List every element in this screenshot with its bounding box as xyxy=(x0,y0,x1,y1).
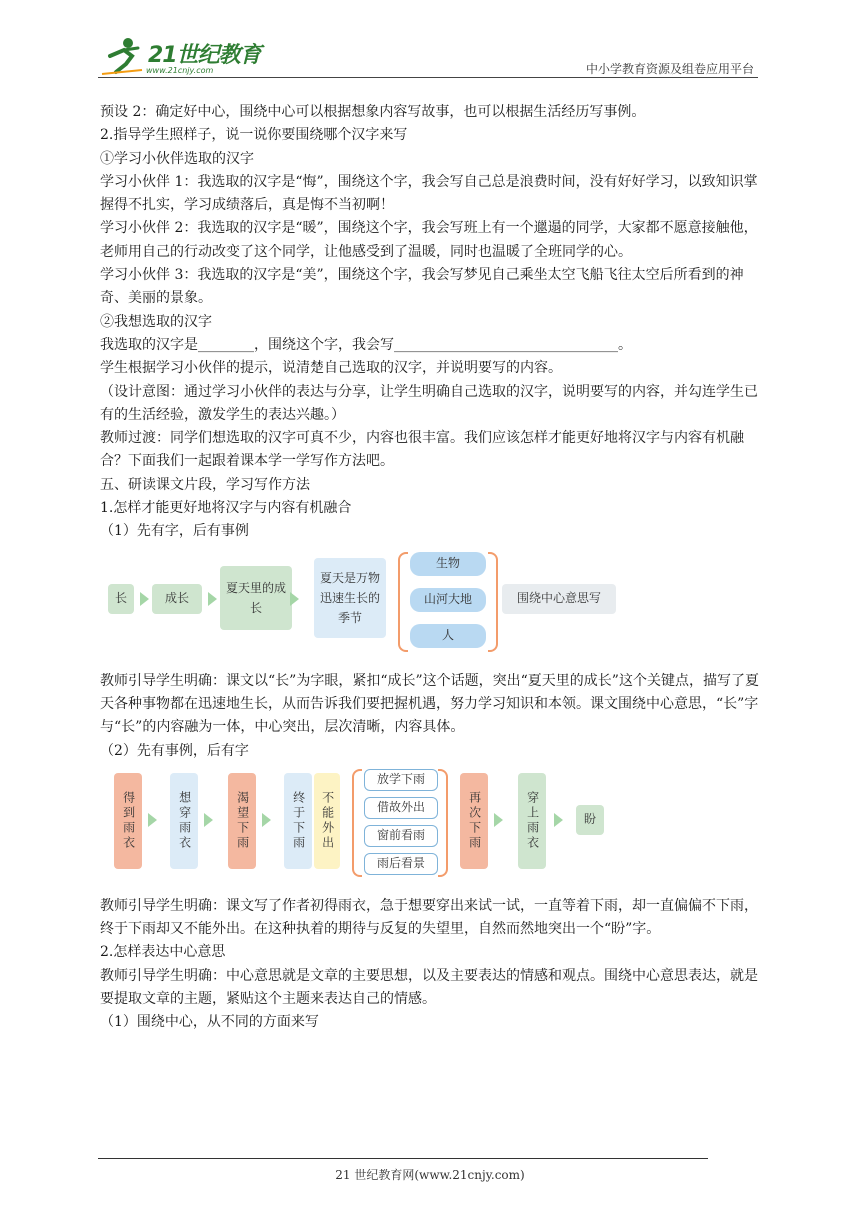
runner-logo-icon xyxy=(98,36,146,76)
branch-pill: 借故外出 xyxy=(364,797,438,819)
branch-pill: 雨后看景 xyxy=(364,853,438,875)
subheading: 2.怎样表达中心意思 xyxy=(100,944,226,961)
section-heading: 五、研读课文片段，学习写作方法 xyxy=(100,476,310,493)
branch-pill: 人 xyxy=(410,624,486,648)
subheading: （1）围绕中心，从不同的方面来写 xyxy=(100,1014,319,1031)
paragraph: （设计意图：通过学习小伙伴的表达与分享，让学生明确自己选取的汉字，说明要写的内容，并勾连学生已有的生活经验，激发学生的表达兴趣。） xyxy=(100,383,758,423)
brace-left xyxy=(398,552,408,652)
diagram-box: 夏天是万物迅速生长的季节 xyxy=(314,558,386,638)
subheading: （1）先有字，后有事例 xyxy=(100,523,249,540)
paragraph: ①学习小伙伴选取的汉字 xyxy=(100,150,254,167)
brace-right xyxy=(488,552,498,652)
arrow-icon xyxy=(140,592,149,606)
diagram-box: 终于下雨 xyxy=(284,773,312,869)
branch-pill: 山河大地 xyxy=(410,588,486,612)
paragraph: 2.指导学生照样子，说一说你要围绕哪个汉字来写 xyxy=(100,127,408,144)
paragraph: 预设 2：确定好中心，围绕中心可以根据想象内容写故事，也可以根据生活经历写事例。 xyxy=(100,104,646,120)
paragraph: 学生根据学习小伙伴的提示，说清楚自己选取的汉字，并说明要写的内容。 xyxy=(100,360,562,377)
document-body xyxy=(100,101,760,1035)
page-header xyxy=(98,30,758,80)
diagram-box: 渴望下雨 xyxy=(228,773,256,869)
paragraph: 教师引导学生明确：中心意思就是文章的主要思想，以及主要表达的情感和观点。围绕中心意思表达，就是要提取文章的主题，紧贴这个主题来表达自己的情感。 xyxy=(100,967,758,1008)
paragraph: ②我想选取的汉字 xyxy=(100,313,212,330)
branch-pill: 放学下雨 xyxy=(364,769,438,791)
paragraph: 学习小伙伴 3：我选取的汉字是“美”，围绕这个字，我会写梦见自己乘坐太空飞船飞往太空后所看到的神奇、美丽的景象。 xyxy=(100,267,744,307)
brace-left xyxy=(352,769,362,877)
diagram-result: 盼 xyxy=(576,805,604,835)
paragraph: 学习小伙伴 1：我选取的汉字是“悔”，围绕这个字，我会写自己总是浪费时间，没有好好学习，以致知识掌握得不扎实，学习成绩落后，真是悔不当初啊！ xyxy=(100,173,758,214)
brace-right xyxy=(438,769,448,877)
diagram-box: 夏天里的成长 xyxy=(220,566,292,630)
diagram-box: 得到雨衣 xyxy=(114,773,142,869)
flow-diagram-1 xyxy=(100,544,760,670)
site-logo xyxy=(98,36,268,76)
platform-title: 中小学教育资源及组卷应用平台 xyxy=(585,62,754,76)
diagram-box: 不能外出 xyxy=(314,773,340,869)
paragraph: 我选取的汉字是________，围绕这个字，我会写________________________________。 xyxy=(100,336,632,353)
diagram-box: 长 xyxy=(108,584,134,614)
paragraph: 教师引导学生明确：课文写了作者初得雨衣，急于想要穿出来试一试，一直等着下雨，却一直偏偏不下雨，终于下雨却又不能外出。在这种执着的期待与反复的失望里，自然而然地突出一个“盼”字。 xyxy=(100,897,758,938)
diagram-box: 想穿雨衣 xyxy=(170,773,198,869)
arrow-icon xyxy=(204,813,213,827)
arrow-icon xyxy=(290,592,299,606)
logo-url: www.21cnjy.com xyxy=(146,66,214,75)
arrow-icon xyxy=(208,592,217,606)
diagram-box: 穿上雨衣 xyxy=(518,773,546,869)
diagram-box: 再次下雨 xyxy=(460,773,488,869)
flow-diagram-2 xyxy=(100,763,760,895)
paragraph: 教师引导学生明确：课文以“长”为字眼，紧扣“成长”这个话题，突出“夏天里的成长”这个关键点，描写了夏天各种事物都在迅速地生长，从而告诉我们要把握机遇，努力学习知识和本领。课文围绕中心意思，“长”字与“长”的内容融为一体，中心突出，层次清晰，内容具体。 xyxy=(100,672,759,736)
header-divider xyxy=(98,77,758,78)
paragraph: 学习小伙伴 2：我选取的汉字是“暖”，围绕这个字，我会写班上有一个邋遢的同学，大家都不愿意接触他，老师用自己的行动改变了这个同学，让他感受到了温暖，同时也温暖了全班同学的心。 xyxy=(100,220,758,260)
branch-pill: 窗前看雨 xyxy=(364,825,438,847)
branch-pill: 生物 xyxy=(410,552,486,576)
diagram-result: 围绕中心意思写 xyxy=(502,584,616,614)
logo-text: 21世纪教育 xyxy=(148,43,261,68)
arrow-icon xyxy=(262,813,271,827)
arrow-icon xyxy=(554,813,563,827)
footer-text: 21 世纪教育网(www.21cnjy.com) xyxy=(335,1168,525,1182)
paragraph: 教师过渡：同学们想选取的汉字可真不少，内容也很丰富。我们应该怎样才能更好地将汉字与内容有机融合？下面我们一起跟着课本学一学写作方法吧。 xyxy=(100,430,744,470)
subheading: 1.怎样才能更好地将汉字与内容有机融合 xyxy=(100,500,352,517)
footer-divider xyxy=(98,1158,708,1159)
diagram-box: 成长 xyxy=(152,584,202,614)
arrow-icon xyxy=(494,813,503,827)
subheading: （2）先有事例，后有字 xyxy=(100,742,249,759)
arrow-icon xyxy=(148,813,157,827)
